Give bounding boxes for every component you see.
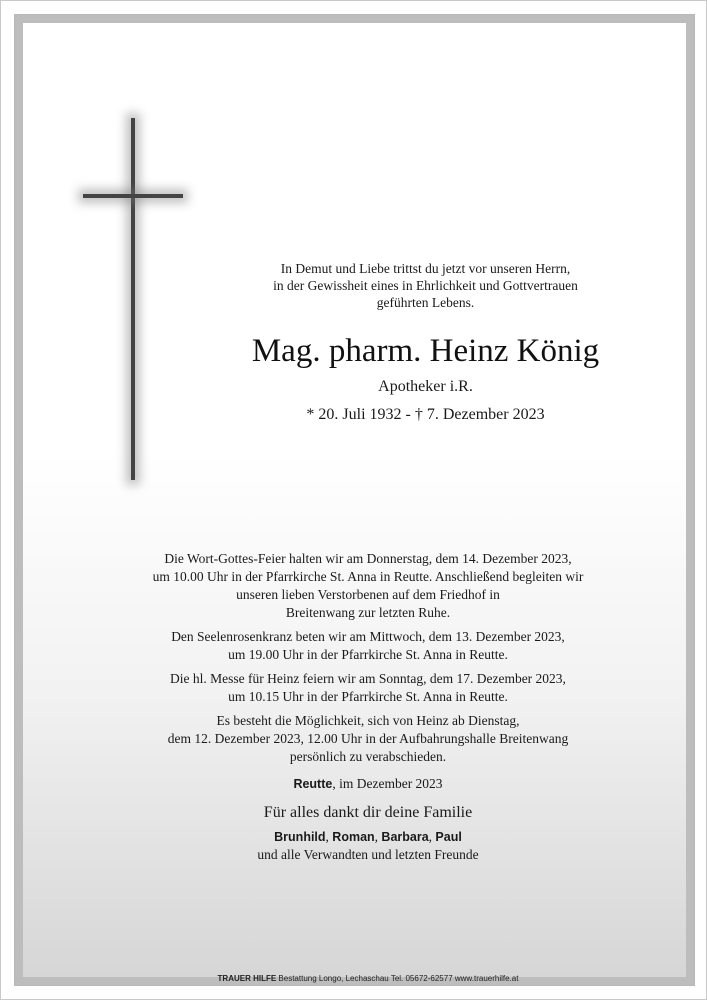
cross-vertical-beam: [131, 118, 135, 480]
place-date-text: , im Dezember 2023: [332, 776, 443, 791]
gray-frame: [14, 14, 695, 986]
mass-paragraph: [103, 670, 633, 706]
info-line: um 19.00 Uhr in der Pfarrkirche St. Anna in Reutte.: [228, 647, 508, 662]
info-line: Die Wort-Gottes-Feier halten wir am Donnerstag, dem 14. Dezember 2023,: [164, 551, 572, 566]
info-line: um 10.00 Uhr in der Pfarrkirche St. Anna in Reutte. Anschließend begleiten wir: [152, 569, 584, 584]
info-line: dem 12. Dezember 2023, 12.00 Uhr in der Aufbahrungshalle Breitenwang: [167, 731, 569, 746]
thanks-line: Für alles dankt dir deine Familie: [263, 804, 473, 821]
cross-icon: [83, 118, 193, 488]
family-name: Paul: [435, 830, 462, 844]
place-date: [103, 775, 633, 793]
rosary-paragraph: [103, 628, 633, 664]
deceased-title: Apotheker i.R.: [378, 378, 473, 395]
life-dates: * 20. Juli 1932 - † 7. Dezember 2023: [306, 406, 545, 423]
info-line: Den Seelenrosenkranz beten wir am Mittwoch, dem 13. Dezember 2023,: [171, 629, 565, 644]
info-line: persönlich zu verabschieden.: [289, 749, 447, 764]
footer-text: Bestattung Longo, Lechaschau Tel. 05672-62577 www.trauerhilfe.at: [276, 974, 519, 983]
intro-line: In Demut und Liebe trittst du jetzt vor unseren Herrn,: [280, 261, 571, 276]
intro-verse: [228, 260, 623, 311]
family-name: Brunhild: [274, 830, 326, 844]
family-sep: ,: [428, 829, 436, 844]
intro-line: geführten Lebens.: [376, 295, 475, 310]
family-sep: ,: [374, 829, 382, 844]
info-line: Breitenwang zur letzten Ruhe.: [285, 605, 451, 620]
service-info: [103, 550, 633, 772]
deceased-name: Mag. pharm. Heinz König: [251, 333, 600, 369]
info-line: um 10.15 Uhr in der Pfarrkirche St. Anna in Reutte.: [228, 689, 508, 704]
info-line: Die hl. Messe für Heinz feiern wir am Sonntag, dem 17. Dezember 2023,: [170, 671, 566, 686]
family-name: Roman: [332, 830, 375, 844]
family-names: [103, 828, 633, 846]
family-block: [103, 828, 633, 864]
relatives-line: und alle Verwandten und letzten Freunde: [257, 847, 479, 862]
footer-credit: [103, 974, 633, 984]
info-line: Es besteht die Möglichkeit, sich von Heinz ab Dienstag,: [216, 713, 520, 728]
footer-brand: TRAUER HILFE: [217, 974, 277, 983]
info-line: unseren lieben Verstorbenen auf dem Friedhof in: [236, 587, 500, 602]
family-name: Barbara: [381, 830, 429, 844]
place-town: Reutte: [293, 777, 333, 791]
intro-line: in der Gewissheit eines in Ehrlichkeit und Gottvertrauen: [273, 278, 578, 293]
funeral-paragraph: [103, 550, 633, 622]
cross-horizontal-beam: [83, 194, 183, 198]
family-sep: ,: [325, 829, 333, 844]
obituary-content: [23, 23, 686, 983]
farewell-paragraph: [103, 712, 633, 766]
